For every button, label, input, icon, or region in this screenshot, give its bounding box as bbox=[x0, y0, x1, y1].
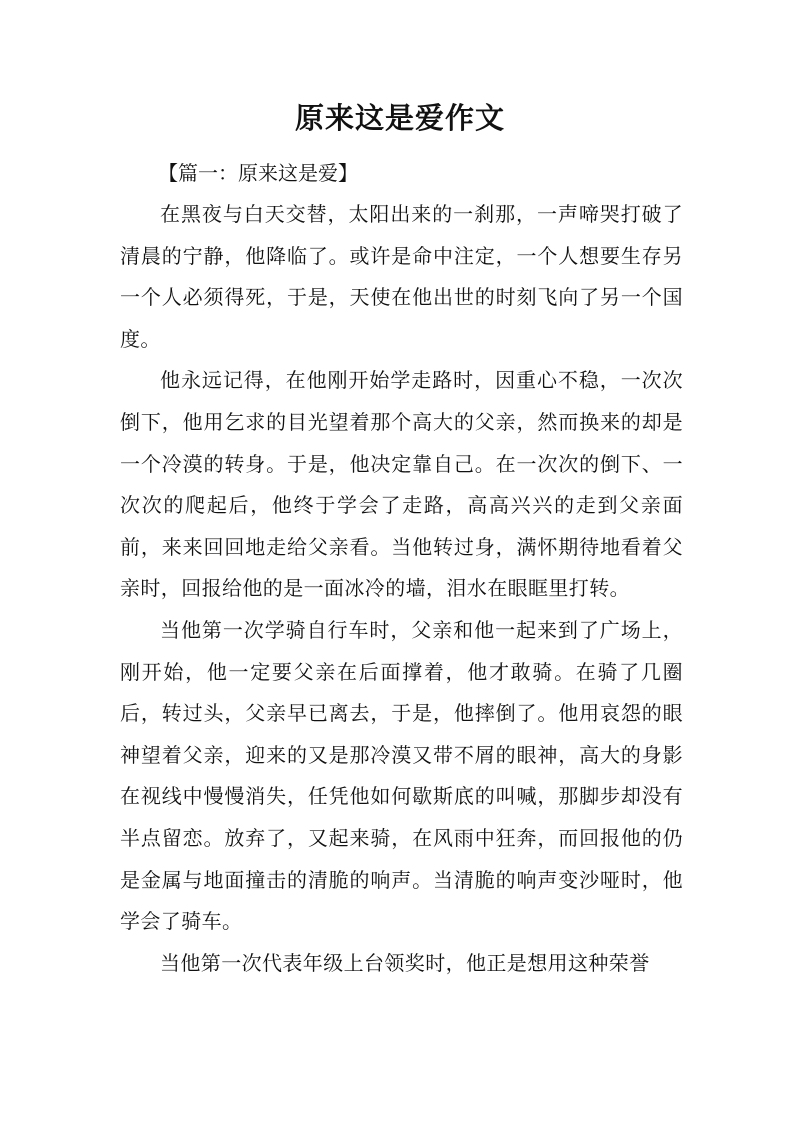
paragraph: 当他第一次代表年级上台领奖时，他正是想用这种荣誉 bbox=[160, 950, 650, 975]
paragraph: 当他第一次学骑自行车时，父亲和他一起来到了广场上，刚开始，他一定要父亲在后面撑着，他才敢骑。在骑了几圈后，转过头，父亲早已离去，于是，他摔倒了。他用哀怨的眼神望着父亲，迎来的又是那冷漠又带不屑的眼神，高大的身影在视线中慢慢消失，任凭他如何歇斯底的叫喊，那脚步却没有半点留恋。放弃了，又起来骑，在风雨中狂奔，而回报他的仍是金属与地面撞击的清脆的响声。当清脆的响声变沙哑时，他学会了骑车。 bbox=[120, 617, 683, 934]
section-heading: 【篇一：原来这是爱】 bbox=[158, 161, 358, 185]
paragraph: 在黑夜与白天交替，太阳出来的一刹那，一声啼哭打破了清晨的宁静，他降临了。或许是命中注定，一个人想要生存另一个人必须得死，于是，天使在他出世的时刻飞向了另一个国度。 bbox=[120, 202, 683, 351]
paragraph: 他永远记得，在他刚开始学走路时，因重心不稳，一次次倒下，他用乞求的目光望着那个高大的父亲，然而换来的却是一个冷漠的转身。于是，他决定靠自己。在一次次的倒下、一次次的爬起后，他终于学会了走路，高高兴兴的走到父亲面前，来来回回地走给父亲看。当他转过身，满怀期待地看着父亲时，回报给他的是一面冰冷的墙，泪水在眼眶里打转。 bbox=[120, 368, 683, 601]
document-title: 原来这是爱作文 bbox=[294, 101, 505, 135]
document-body bbox=[120, 194, 683, 984]
